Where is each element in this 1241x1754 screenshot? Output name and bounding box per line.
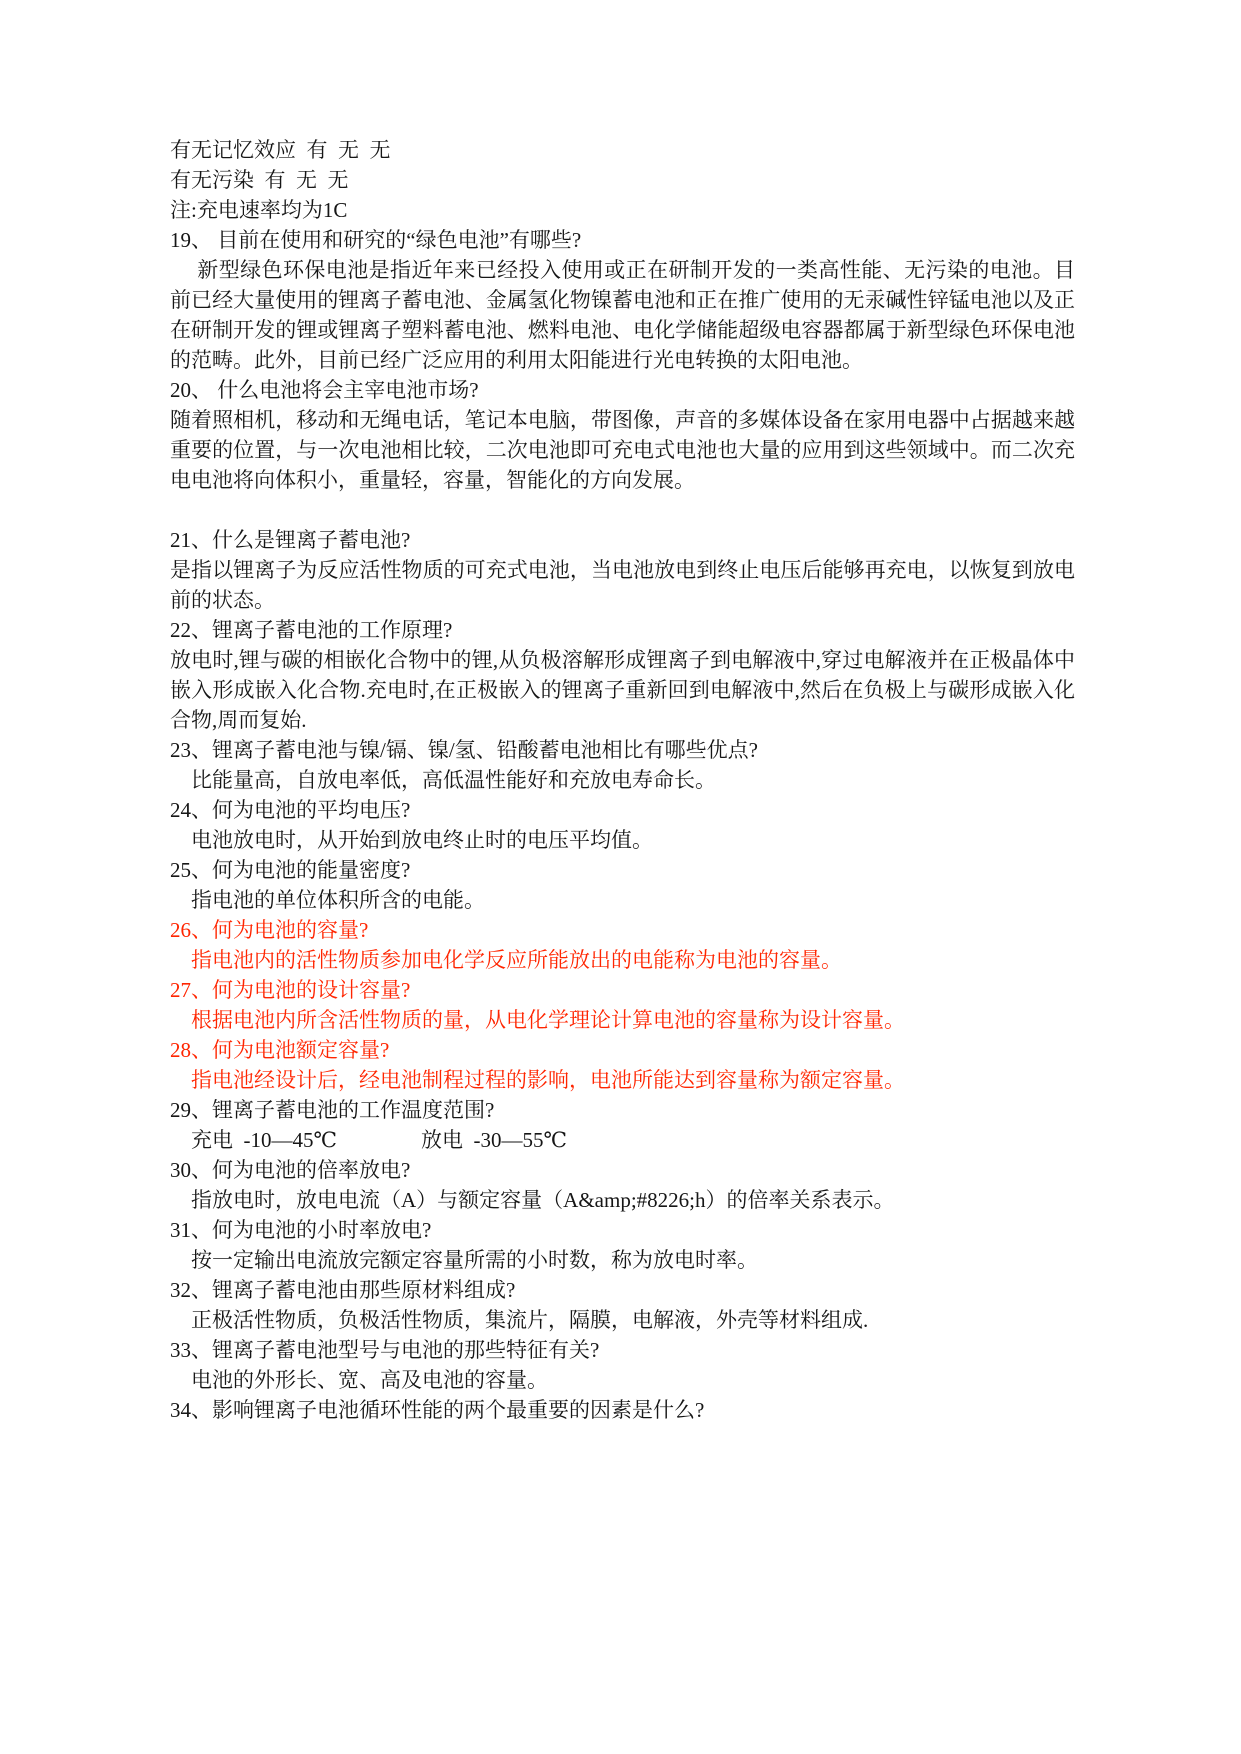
paragraph-text: 是指以锂离子为反应活性物质的可充式电池，当电池放电到终止电压后能够再充电，以恢复到放电前的状态。 bbox=[170, 558, 1075, 612]
answer-line: 按一定输出电流放完额定容量所需的小时数，称为放电时率。 bbox=[191, 1248, 758, 1272]
question-line: 34、影响锂离子电池循环性能的两个最重要的因素是什么? bbox=[170, 1398, 705, 1422]
text-line: 有无记忆效应 有 无 无 bbox=[170, 138, 391, 162]
question-line: 33、锂离子蓄电池型号与电池的那些特征有关? bbox=[170, 1338, 600, 1362]
answer-line: 充电 -10—45℃ 放电 -30—55℃ bbox=[191, 1128, 567, 1152]
question-line: 26、何为电池的容量? bbox=[170, 918, 369, 942]
question-line: 32、锂离子蓄电池由那些原材料组成? bbox=[170, 1278, 516, 1302]
question-line: 20、 什么电池将会主宰电池市场? bbox=[170, 378, 479, 402]
answer-line: 指放电时，放电电流（A）与额定容量（A&amp;#8226;h）的倍率关系表示。 bbox=[191, 1188, 895, 1212]
answer-line: 电池放电时，从开始到放电终止时的电压平均值。 bbox=[191, 828, 653, 852]
question-line: 24、何为电池的平均电压? bbox=[170, 798, 411, 822]
answer-line: 正极活性物质，负极活性物质，集流片，隔膜，电解液，外壳等材料组成. bbox=[191, 1308, 869, 1332]
question-line: 29、锂离子蓄电池的工作温度范围? bbox=[170, 1098, 495, 1122]
answer-line: 指电池内的活性物质参加电化学反应所能放出的电能称为电池的容量。 bbox=[191, 948, 842, 972]
question-line: 31、何为电池的小时率放电? bbox=[170, 1218, 432, 1242]
question-line: 27、何为电池的设计容量? bbox=[170, 978, 411, 1002]
answer-line: 指电池经设计后，经电池制程过程的影响，电池所能达到容量称为额定容量。 bbox=[191, 1068, 905, 1092]
question-line: 19、 目前在使用和研究的“绿色电池”有哪些? bbox=[170, 228, 582, 252]
answer-line: 根据电池内所含活性物质的量，从电化学理论计算电池的容量称为设计容量。 bbox=[191, 1008, 905, 1032]
question-line: 21、什么是锂离子蓄电池? bbox=[170, 528, 411, 552]
answer-line: 指电池的单位体积所含的电能。 bbox=[191, 888, 485, 912]
answer-line: 比能量高，自放电率低，高低温性能好和充放电寿命长。 bbox=[191, 768, 716, 792]
question-line: 25、何为电池的能量密度? bbox=[170, 858, 411, 882]
paragraph-text: 新型绿色环保电池是指近年来已经投入使用或正在研制开发的一类高性能、无污染的电池。目前已经大量使用的锂离子蓄电池、金属氢化物镍蓄电池和正在推广使用的无汞碱性锌锰电池以及正在研制开发的锂或锂离子塑料蓄电池、燃料电池、电化学储能超级电容器都属于新型绿色环保电池的范畴。此外，目前已经广泛应用的利用太阳能进行光电转换的太阳电池。 bbox=[170, 258, 1075, 372]
question-line: 28、何为电池额定容量? bbox=[170, 1038, 390, 1062]
document-body bbox=[170, 135, 1075, 1425]
question-line: 23、锂离子蓄电池与镍/镉、镍/氢、铅酸蓄电池相比有哪些优点? bbox=[170, 738, 758, 762]
question-line: 22、锂离子蓄电池的工作原理? bbox=[170, 618, 453, 642]
paragraph-text: 随着照相机，移动和无绳电话，笔记本电脑，带图像，声音的多媒体设备在家用电器中占据越来越重要的位置，与一次电池相比较，二次电池即可充电式电池也大量的应用到这些领域中。而二次充电电池将向体积小，重量轻，容量，智能化的方向发展。 bbox=[170, 408, 1075, 492]
text-line: 有无污染 有 无 无 bbox=[170, 168, 349, 192]
answer-line: 电池的外形长、宽、高及电池的容量。 bbox=[191, 1368, 548, 1392]
text-line: 注:充电速率均为1C bbox=[170, 198, 348, 222]
paragraph-text: 放电时,锂与碳的相嵌化合物中的锂,从负极溶解形成锂离子到电解液中,穿过电解液并在正极晶体中嵌入形成嵌入化合物.充电时,在正极嵌入的锂离子重新回到电解液中,然后在负极上与碳形成嵌入化合物,周而复始. bbox=[170, 648, 1075, 732]
question-line: 30、何为电池的倍率放电? bbox=[170, 1158, 411, 1182]
blank-line bbox=[170, 495, 1075, 525]
